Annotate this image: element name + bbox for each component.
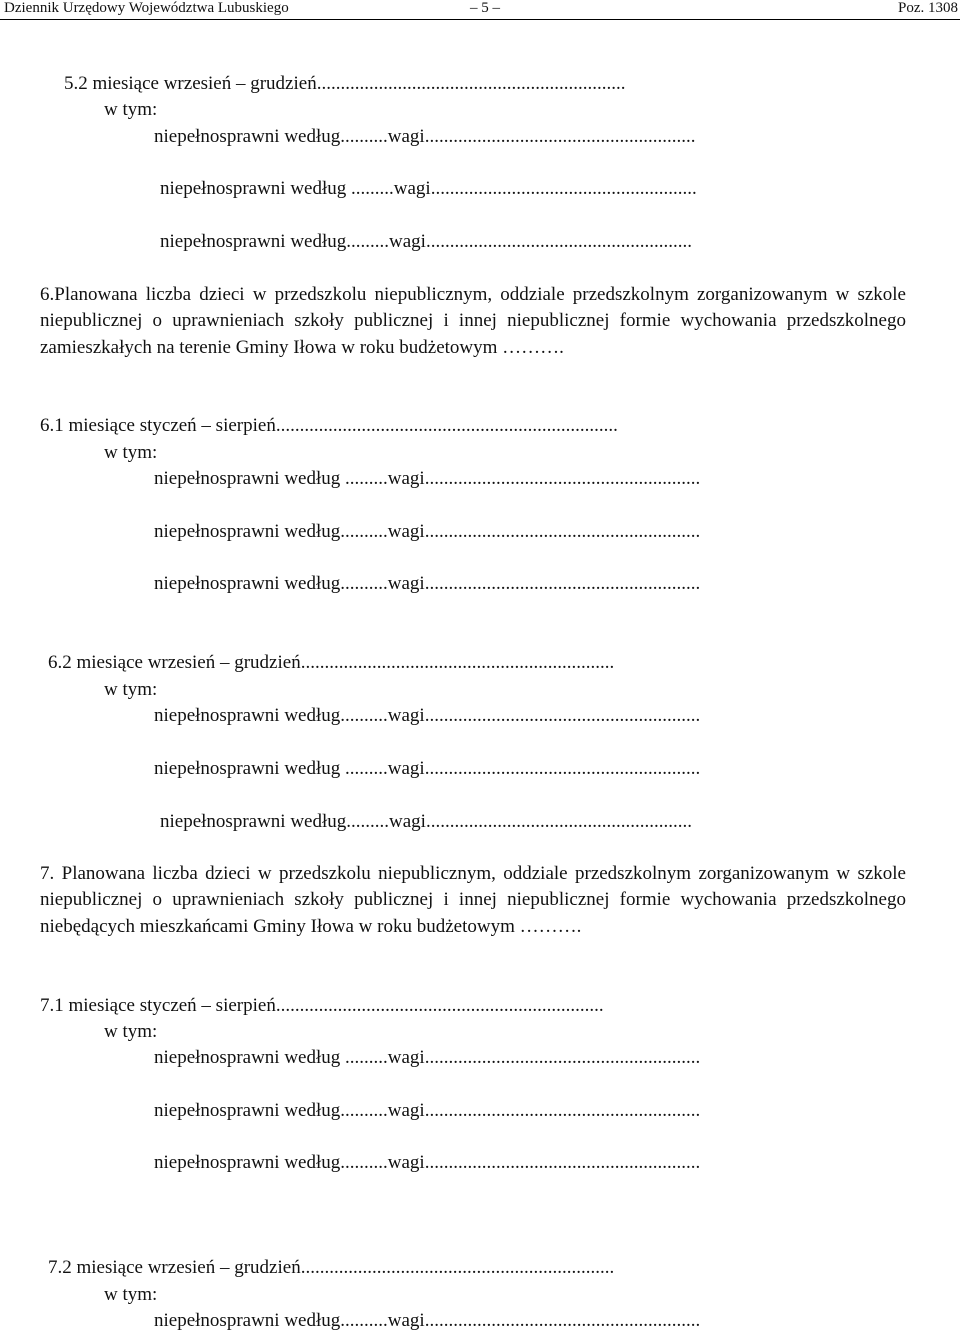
section-6-1-item-2: niepełnosprawni według..........wagi.......................................................... bbox=[154, 521, 701, 542]
section-5-2-item-1: niepełnosprawni według..........wagi......................................................... bbox=[154, 126, 696, 147]
section-7-2-title: 7.2 miesiące wrzesień – grudzień.................................................................. bbox=[48, 1257, 615, 1278]
section-6-2-item-3: niepełnosprawni według.........wagi........................................................ bbox=[160, 811, 692, 832]
section-7-1-wtym: w tym: bbox=[104, 1021, 158, 1042]
section-6-2-wtym: w tym: bbox=[104, 679, 158, 700]
section-6-1-title: 6.1 miesiące styczeń – sierpień........................................................................ bbox=[40, 415, 618, 436]
section-6-2-item-1: niepełnosprawni według..........wagi.......................................................... bbox=[154, 705, 701, 726]
section-6-1-item-1: niepełnosprawni według .........wagi.......................................................... bbox=[154, 468, 701, 489]
section-7-2-item-1: niepełnosprawni według..........wagi.......................................................... bbox=[154, 1310, 701, 1331]
section-5-2-title: 5.2 miesiące wrzesień – grudzień................................................................. bbox=[64, 73, 626, 94]
section-6-2-title: 6.2 miesiące wrzesień – grudzień.................................................................. bbox=[48, 652, 615, 673]
section-7-2-wtym: w tym: bbox=[104, 1284, 158, 1305]
publication-title: Dziennik Urzędowy Województwa Lubuskiego bbox=[4, 0, 289, 16]
section-6-paragraph: 6.Planowana liczba dzieci w przedszkolu niepublicznym, oddziale przedszkolnym zorganizowanym w szkole niepublicznej o uprawnieniach szkoły publicznej i innej niepublicznej formie wychowania przedszkolnego zamieszkałych na terenie Gminy Iłowa w roku budżetowym ………. bbox=[40, 284, 906, 358]
section-5-2-item-3: niepełnosprawni według.........wagi........................................................ bbox=[160, 231, 692, 252]
section-7-1-item-2: niepełnosprawni według..........wagi.......................................................... bbox=[154, 1100, 701, 1121]
page-header bbox=[0, 0, 960, 20]
section-7-paragraph: 7. Planowana liczba dzieci w przedszkolu niepublicznym, oddziale przedszkolnym zorganizowanym w szkole niepublicznej o uprawnieniach szkoły publicznej i innej niepublicznej formie wychowania przedszkolnego niebędących mieszkańcami Gminy Iłowa w roku budżetowym ………. bbox=[40, 863, 906, 937]
section-5-2-wtym: w tym: bbox=[104, 99, 158, 120]
section-6-1-item-3: niepełnosprawni według..........wagi.......................................................... bbox=[154, 573, 701, 594]
section-5-2-item-2: niepełnosprawni według .........wagi........................................................ bbox=[160, 178, 697, 199]
section-7-1-item-3: niepełnosprawni według..........wagi.......................................................... bbox=[154, 1152, 701, 1173]
section-7-1-item-1: niepełnosprawni według .........wagi.......................................................... bbox=[154, 1047, 701, 1068]
section-6-2-item-2: niepełnosprawni według .........wagi.......................................................... bbox=[154, 758, 701, 779]
page-number: – 5 – bbox=[470, 0, 500, 16]
position-number: Poz. 1308 bbox=[898, 0, 958, 16]
header-divider bbox=[0, 19, 960, 20]
section-6-1-wtym: w tym: bbox=[104, 442, 158, 463]
section-7-1-title: 7.1 miesiące styczeń – sierpień..................................................................... bbox=[40, 995, 604, 1016]
